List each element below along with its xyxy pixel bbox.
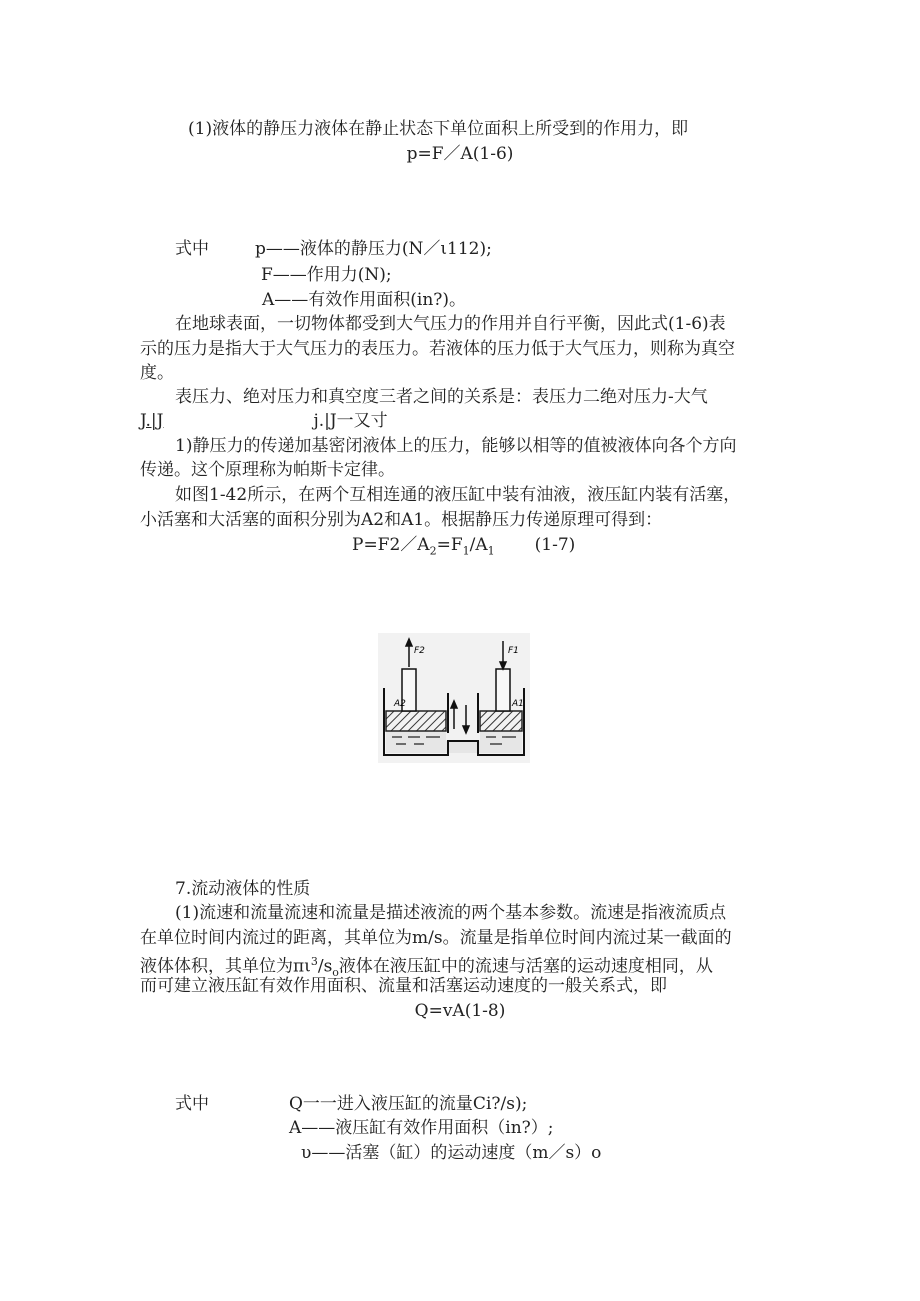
definition-p: p——液体的静压力(N／ι112); xyxy=(255,239,492,259)
pascal-figure xyxy=(378,633,530,763)
piston-right xyxy=(480,711,522,731)
where-label: 式中 xyxy=(175,1094,209,1114)
formula-part: P=F2／A xyxy=(352,535,430,555)
label-f2: F2 xyxy=(414,646,425,656)
text-part: 液体体积，其单位为πι xyxy=(140,956,311,977)
definition-a: A——有效作用面积(in?)。 xyxy=(262,290,467,310)
formula-1-6: p=F／A(1-6) xyxy=(406,144,514,164)
definition-a: A——液压缸有效作用面积（in?）; xyxy=(289,1118,554,1138)
paragraph-line: 度。 xyxy=(140,363,174,383)
paragraph-line: 小活塞和大活塞的面积分别为A2和A1。根据静压力传递原理可得到： xyxy=(140,510,663,530)
definition-q: Q一一进入液压缸的流量Ci?/s); xyxy=(289,1094,528,1114)
definition-v: υ——活塞（缸）的运动速度（m／s）o xyxy=(301,1143,602,1163)
section-title: 7.流动液体的性质 xyxy=(175,879,311,899)
paragraph-line: 在地球表面，一切物体都受到大气压力的作用并自行平衡，因此式(1-6)表 xyxy=(175,314,726,334)
fluid-left xyxy=(386,731,446,753)
paragraph-line: 如图1-42所示，在两个互相连通的液压缸中装有油液，液压缸内装有活塞， xyxy=(175,485,741,505)
formula-number: (1-7) xyxy=(534,535,576,555)
connecting-pipe-fluid xyxy=(446,741,480,753)
paragraph-line: 示的压力是指大于大气压力的表压力。若液体的压力低于大气压力，则称为真空 xyxy=(140,339,735,359)
formula-sub: 2 xyxy=(429,544,437,558)
garbled-text-a: J.|J xyxy=(140,411,164,431)
garbled-text-b: j.|J一又寸 xyxy=(313,411,388,431)
formula-part: =F xyxy=(436,535,463,555)
paragraph-line: 而可建立液压缸有效作用面积、流量和活塞运动速度的一般关系式，即 xyxy=(140,976,667,996)
text-part: 液体在液压缸中的流速与活塞的运动速度相同，从 xyxy=(338,956,713,977)
rod-right xyxy=(496,669,510,711)
paragraph-line: 表压力、绝对压力和真空度三者之间的关系是：表压力二绝对压力-大气 xyxy=(175,387,708,407)
piston-left xyxy=(386,711,446,731)
text-part: /s xyxy=(317,956,333,977)
paragraph-line: 在单位时间内流过的距离，其单位为m/s。流量是指单位时间内流过某一截面的 xyxy=(140,928,732,948)
paragraph-line: 1)静压力的传递加基密闭液体上的压力，能够以相等的值被液体向各个方向 xyxy=(175,436,737,456)
formula-sub: 1 xyxy=(487,544,495,558)
paragraph-line: 传递。这个原理称为帕斯卡定律。 xyxy=(140,460,395,480)
subscript: o xyxy=(332,966,339,980)
formula-sub: 1 xyxy=(462,544,470,558)
definition-f: F——作用力(N); xyxy=(261,265,392,285)
static-pressure-intro: (1)液体的静压力液体在静止状态下单位面积上所受到的作用力，即 xyxy=(188,119,689,139)
fluid-right xyxy=(480,731,522,753)
label-f1: F1 xyxy=(508,646,519,656)
where-label: 式中 xyxy=(175,239,209,259)
formula-part: /A xyxy=(469,535,488,555)
formula-1-7 xyxy=(352,533,575,563)
superscript: 3 xyxy=(310,955,318,968)
formula-1-8: Q=vA(1-8) xyxy=(414,1001,506,1021)
label-a1: A1 xyxy=(512,699,524,709)
label-a2: A2 xyxy=(394,699,406,709)
garbled-relation-line xyxy=(140,409,388,433)
paragraph-line: (1)流速和流量流速和流量是描述液流的两个基本参数。流速是指液流质点 xyxy=(175,903,727,923)
